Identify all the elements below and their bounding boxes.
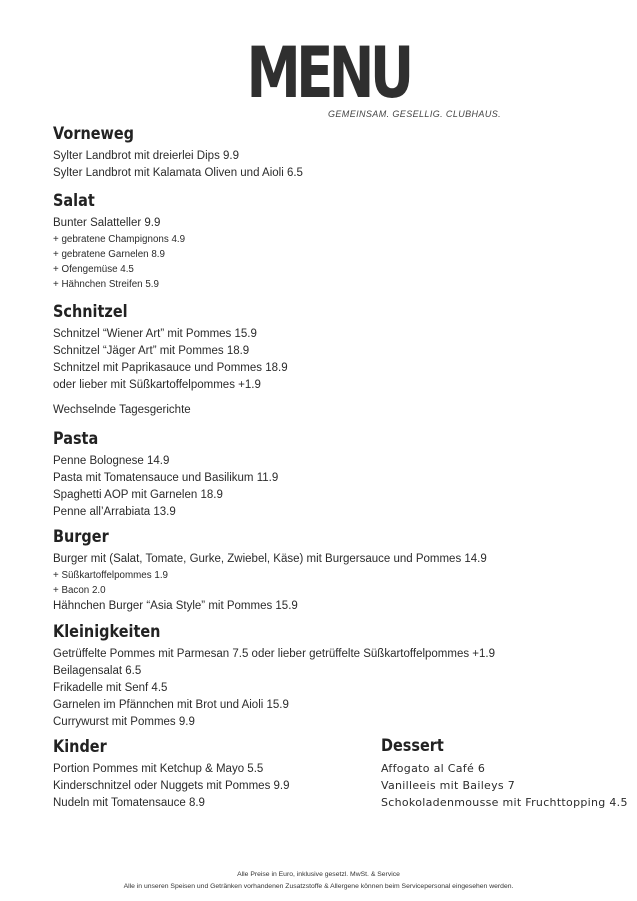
section-salat	[53, 191, 185, 292]
menu-item: Nudeln mit Tomatensauce 8.9	[53, 797, 205, 809]
menu-item: Spaghetti AOP mit Garnelen 18.9	[53, 489, 223, 501]
footer-note	[0, 869, 637, 893]
menu-addon: + gebratene Garnelen 8.9	[53, 249, 165, 260]
menu-item: Bunter Salatteller 9.9	[53, 217, 161, 229]
menu-item: Hähnchen Burger “Asia Style” mit Pommes 15.9	[53, 600, 298, 612]
section-dessert	[381, 736, 628, 811]
menu-item: Beilagensalat 6.5	[53, 665, 142, 677]
footer-line: Alle Preise in Euro, inklusive gesetzl. MwSt. & Service	[237, 871, 400, 878]
menu-addon: + Bacon 2.0	[53, 585, 106, 596]
menu-title: MENU	[246, 32, 410, 114]
menu-item: Schokoladenmousse mit Fruchttopping 4.5	[381, 796, 628, 809]
menu-item: Affogato al Café 6	[381, 762, 486, 775]
section-title: Salat	[53, 191, 95, 211]
daily-specials-note: Wechselnde Tagesgerichte	[53, 404, 191, 416]
menu-addon: + Hähnchen Streifen 5.9	[53, 279, 159, 290]
menu-item: Penne all’Arrabiata 13.9	[53, 506, 176, 518]
tagline: GEMEINSAM. GESELLIG. CLUBHAUS.	[328, 109, 502, 119]
menu-item: Pasta mit Tomatensauce und Basilikum 11.9	[53, 472, 279, 484]
menu-item: Schnitzel mit Paprikasauce und Pommes 18.9	[53, 362, 288, 374]
menu-addon: + Ofengemüse 4.5	[53, 264, 134, 275]
section-schnitzel	[53, 302, 288, 394]
section-title: Schnitzel	[53, 302, 128, 322]
menu-item: Getrüffelte Pommes mit Parmesan 7.5 oder lieber getrüffelte Süßkartoffelpommes +1.9	[53, 648, 496, 660]
section-kleinigkeiten	[53, 622, 495, 731]
menu-item: Vanilleeis mit Baileys 7	[381, 779, 516, 792]
section-title: Dessert	[381, 736, 444, 756]
menu-item: Kinderschnitzel oder Nuggets mit Pommes 9.9	[53, 780, 290, 792]
menu-item: oder lieber mit Süßkartoffelpommes +1.9	[53, 379, 261, 391]
section-pasta	[53, 429, 278, 521]
menu-addon: + gebratene Champignons 4.9	[53, 234, 186, 245]
menu-item: Penne Bolognese 14.9	[53, 455, 170, 467]
section-kinder	[53, 737, 290, 812]
menu-item: Sylter Landbrot mit dreierlei Dips 9.9	[53, 150, 239, 162]
section-title: Burger	[53, 527, 109, 547]
menu-item: Frikadelle mit Senf 4.5	[53, 682, 168, 694]
footer-line: Alle in unseren Speisen und Getränken vorhandenen Zusatzstoffe & Allergene können beim Servicepersonal eingesehen werden.	[123, 883, 514, 890]
section-title: Vorneweg	[53, 124, 135, 144]
section-title: Kleinigkeiten	[53, 622, 161, 642]
menu-item: Currywurst mit Pommes 9.9	[53, 716, 195, 728]
menu-item: Schnitzel “Jäger Art” mit Pommes 18.9	[53, 345, 250, 357]
menu-item: Schnitzel “Wiener Art” mit Pommes 15.9	[53, 328, 257, 340]
section-title: Kinder	[53, 737, 107, 757]
menu-item: Burger mit (Salat, Tomate, Gurke, Zwiebel, Käse) mit Burgersauce und Pommes 14.9	[53, 553, 487, 565]
menu-addon: + Süßkartoffelpommes 1.9	[53, 570, 168, 581]
section-vorneweg	[53, 124, 303, 182]
menu-item: Garnelen im Pfännchen mit Brot und Aioli 15.9	[53, 699, 289, 711]
menu-item: Sylter Landbrot mit Kalamata Oliven und Aioli 6.5	[53, 167, 303, 179]
section-title: Pasta	[53, 429, 99, 449]
menu-item: Portion Pommes mit Ketchup & Mayo 5.5	[53, 763, 264, 775]
section-burger	[53, 527, 487, 615]
